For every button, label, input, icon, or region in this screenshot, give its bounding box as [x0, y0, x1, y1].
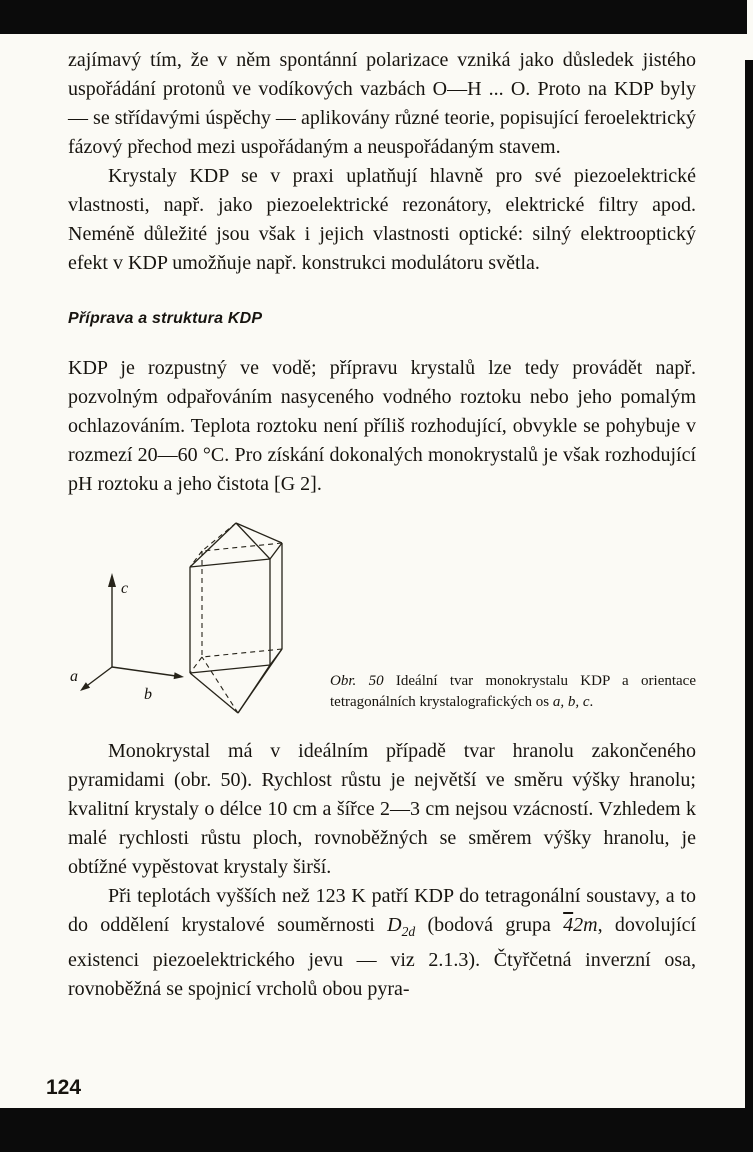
scan-artifact-top-bar: [0, 0, 747, 34]
crystal-drawing: [68, 515, 328, 727]
point-group-D-subscript: 2d: [401, 924, 416, 939]
symmetry-text-3: , dovolující existenci piezoelektrického jevu — viz 2.1.3). Čtyřčetná inverzní osa, rovnoběžná se spojnicí vrcholů obou pyra-: [68, 914, 697, 1000]
figure-obr-50: [68, 515, 696, 727]
section-heading: Příprava a struktura KDP: [68, 310, 263, 327]
axes-group: [70, 573, 184, 703]
crystal-prism: [190, 523, 282, 713]
paragraph-piezoelectric: Krystaly KDP se v praxi uplatňují hlavně pro své piezoelektrické vlastnosti, např. jako piezoelektrické rezonátory, elektrické filtry apod. Neméně důležité jsou však i jejich vlastnosti optické: silný elektrooptický efekt v KDP umožňuje např. konstrukci modulátoru světla.: [68, 165, 696, 274]
point-group-D-symbol: D: [387, 914, 402, 936]
point-group-4bar: 4: [563, 914, 574, 936]
scan-artifact-right-bar: [745, 60, 753, 1152]
paragraph-polarization: zajímavý tím, že v něm spontánní polarizace vzniká jako důsledek jistého uspořádání protonů ve vodíkových vazbách O—H ... O. Proto na KDP byly — se střídavými úspěchy — aplikovány různé teorie, popisující feroelektrický fázový přechod mezi uspořádaným a neuspořádaným stavem.: [68, 49, 696, 158]
figure-caption: [330, 671, 696, 713]
figure-caption-text: Ideální tvar monokrystalu KDP a orientace tetragonálních krystalografických os: [330, 673, 696, 710]
paragraph-symmetry: [68, 882, 696, 1004]
paragraph-preparation: KDP je rozpustný ve vodě; přípravu krystalů lze tedy provádět např. pozvolným odpařováním nasyceného vodného roztoku nebo jeho pomalým ochlazováním. Teplota roztoku není příliš rozhodující, obvykle se pohybuje v rozmezí 20—60 °C. Pro získání dokonalých monokrystalů je však rozhodující pH roztoku a jeho čistota [G 2].: [68, 357, 696, 495]
figure-caption-axes: a, b, c: [552, 694, 590, 710]
scan-artifact-bottom-bar: [0, 1108, 753, 1152]
figure-caption-label: Obr. 50: [330, 673, 384, 689]
paragraph-monocrystal-shape: Monokrystal má v ideálním případě tvar hranolu zakončeného pyramidami (obr. 50). Rychlost růstu je největší ve směru výšky hranolu; kvalitní krystaly o délce 10 cm a šířce 2—3 cm nejsou vzácností. Vzhledem k malé rychlosti růstu ploch, rovnoběžných se směrem výšky hranolu, je obtížné vypěstovat krystaly širší.: [68, 740, 696, 878]
symmetry-text-2: (bodová grupa: [415, 914, 564, 936]
figure-caption-period: .: [589, 694, 594, 710]
axis-label-a: a: [70, 668, 78, 685]
page-content: [68, 34, 696, 1004]
point-group-2m: 2m: [573, 914, 598, 936]
symmetry-text-1: Při teplotách vyšších než 123 K patří KDP do tetragonální soustavy, a to do oddělení krystalové souměrnosti: [68, 885, 696, 936]
axis-label-b: b: [144, 686, 152, 703]
axis-label-c: c: [121, 580, 129, 597]
page-number: 124: [46, 1076, 82, 1099]
